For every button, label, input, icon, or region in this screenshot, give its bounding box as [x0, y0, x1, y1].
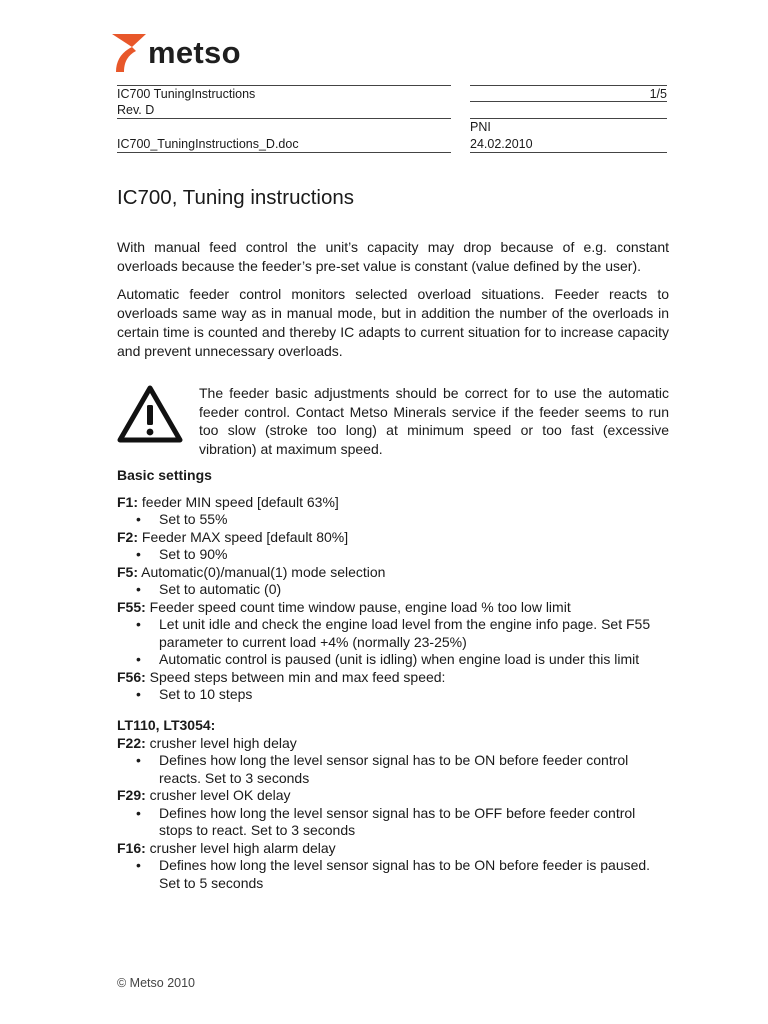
header-rule: [117, 118, 451, 119]
setting-f55: [117, 599, 669, 617]
setting-code: F29:: [117, 787, 146, 803]
intro-paragraph: With manual feed control the unit’s capacity may drop because of e.g. constant overloads because the feeder’s pre-set value is constant (value defined by the user).: [117, 239, 669, 274]
setting-bullet: • Let unit idle and check the engine load level from the engine info page. Set F55 parameter to current load +4% (normally 23-25%): [117, 616, 669, 651]
header-page: 1/5: [649, 87, 667, 101]
setting-desc: crusher level high alarm delay: [145, 839, 336, 856]
setting-desc: Automatic(0)/manual(1) mode selection: [138, 563, 386, 580]
header-rule: [470, 85, 667, 86]
basic-settings-list: [117, 494, 669, 704]
setting-bullet: • Set to 55%: [117, 511, 669, 529]
setting-bullet: • Set to 90%: [117, 546, 669, 564]
setting-bullet: • Automatic control is paused (unit is idling) when engine load is under this limit: [117, 651, 669, 669]
setting-bullet: • Defines how long the level sensor signal has to be ON before feeder control reacts. Set to 3 seconds: [117, 752, 669, 787]
setting-bullet: • Set to automatic (0): [117, 581, 669, 599]
setting-bullet: • Defines how long the level sensor signal has to be OFF before feeder control stops to react. Set to 3 seconds: [117, 805, 669, 840]
header-rule: [470, 101, 667, 102]
setting-f16: [117, 840, 669, 858]
metso-mark-icon: [108, 30, 150, 76]
setting-desc: Feeder MAX speed [default 80%]: [138, 528, 349, 545]
lt-section: [117, 717, 669, 892]
header-doc-title: IC700 TuningInstructions: [117, 87, 256, 101]
setting-f29: [117, 787, 669, 805]
header-filename: IC700_TuningInstructions_D.doc: [117, 137, 299, 151]
setting-code: F1:: [117, 493, 138, 510]
header-rule: [470, 152, 667, 153]
warning-icon: [116, 383, 184, 445]
setting-f2: [117, 529, 669, 547]
setting-code: F2:: [117, 528, 138, 545]
setting-desc: feeder MIN speed [default 63%]: [138, 493, 339, 510]
lt-heading: LT110, LT3054:: [117, 717, 216, 733]
setting-code: F56:: [117, 668, 146, 685]
header-revision: Rev. D: [117, 103, 155, 117]
setting-desc: Speed steps between min and max feed speed:: [145, 668, 446, 685]
setting-bullet: • Set to 10 steps: [117, 686, 669, 704]
lt-settings-list: [117, 735, 669, 893]
setting-f1: [117, 494, 669, 512]
setting-desc: crusher level high delay: [145, 734, 297, 751]
basic-settings-heading: Basic settings: [117, 467, 212, 483]
document-title: IC700, Tuning instructions: [117, 186, 355, 209]
setting-bullet: • Defines how long the level sensor signal has to be ON before feeder is paused. Set to 5 seconds: [117, 857, 669, 892]
footer-copyright: © Metso 2010: [117, 976, 196, 990]
setting-f5: [117, 564, 669, 582]
setting-code: F5:: [117, 563, 138, 580]
header-rule: [117, 152, 451, 153]
setting-desc: crusher level OK delay: [145, 787, 291, 803]
basic-settings-section: [117, 467, 669, 704]
header-rule: [117, 85, 451, 86]
automatic-control-paragraph: Automatic feeder control monitors selected overload situations. Feeder reacts to overloads same way as in manual mode, but in addition the number of the overloads in certain time is counted and thereby IC adapts to current situation for to increase capacity and prevent unnecessary overloads.: [117, 286, 669, 359]
header-date: 24.02.2010: [470, 137, 533, 151]
setting-code: F55:: [117, 598, 146, 615]
metso-logo: [108, 30, 241, 76]
warning-text: The feeder basic adjustments should be correct for to use the automatic feeder control. Contact Metso Minerals service if the feeder seems to run too slow (stroke too long) at minimum speed or too fast (excessive vibration) at maximum speed.: [199, 385, 669, 457]
header-author: PNI: [470, 120, 491, 134]
setting-code: F16:: [117, 839, 146, 856]
setting-code: F22:: [117, 734, 146, 751]
setting-f22: [117, 735, 669, 753]
header-rule: [470, 118, 667, 119]
logo-text: metso: [148, 35, 241, 70]
setting-desc: Feeder speed count time window pause, engine load % too low limit: [145, 598, 571, 615]
setting-f56: [117, 669, 669, 687]
